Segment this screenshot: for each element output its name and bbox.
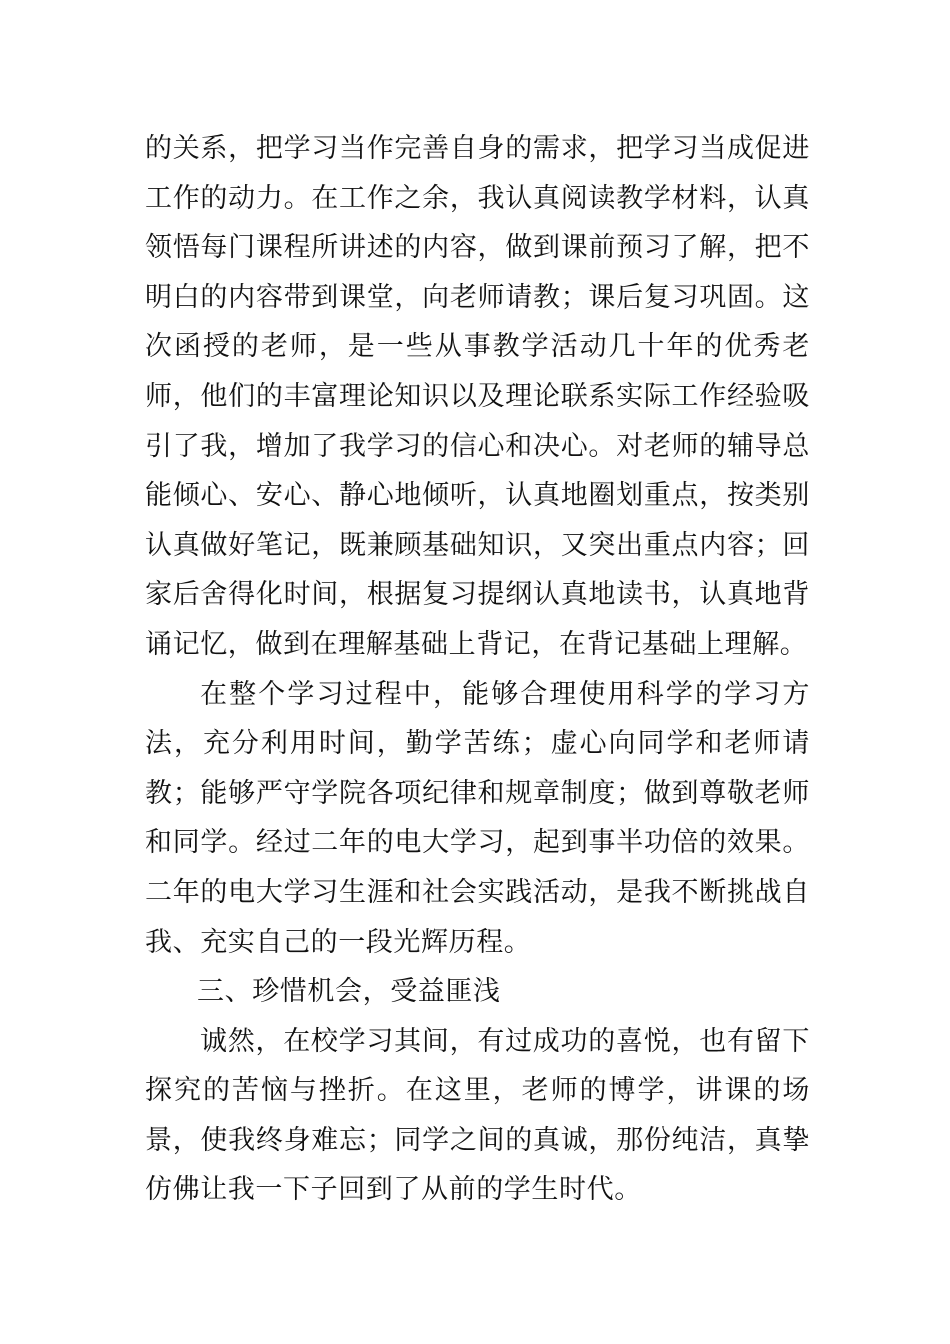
paragraph-continuation: 的关系，把学习当作完善自身的需求，把学习当成促进工作的动力。在工作之余，我认真阅读教学材料，认真领悟每门课程所讲述的内容，做到课前预习了解，把不明白的内容带到课堂，向老师请教；课后复习巩固。这次函授的老师，是一些从事教学活动几十年的优秀老师，他们的丰富理论知识以及理论联系实际工作经验吸引了我，增加了我学习的信心和决心。对老师的辅导总能倾心、安心、静心地倾听，认真地圈划重点，按类别认真做好笔记，既兼顾基础知识，又突出重点内容；回家后舍得化时间，根据复习提纲认真地读书，认真地背诵记忆，做到在理解基础上背记，在背记基础上理解。 — [145, 133, 810, 660]
paragraph-cherish-opportunity: 诚然，在校学习其间，有过成功的喜悦，也有留下探究的苦恼与挫折。在这里，老师的博学，讲课的场景，使我终身难忘；同学之间的真诚，那份纯洁，真挚仿佛让我一下子回到了从前的学生时代。 — [145, 1025, 810, 1206]
paragraph-study-methods: 在整个学习过程中，能够合理使用科学的学习方法，充分利用时间，勤学苦练；虚心向同学和老师请教；能够严守学院各项纪律和规章制度；做到尊敬老师和同学。经过二年的电大学习，起到事半功倍的效果。二年的电大学习生涯和社会实践活动，是我不断挑战自我、充实自己的一段光辉历程。 — [145, 678, 810, 958]
section-heading: 三、珍惜机会，受益匪浅 — [197, 976, 501, 1008]
document-body — [145, 124, 810, 1215]
